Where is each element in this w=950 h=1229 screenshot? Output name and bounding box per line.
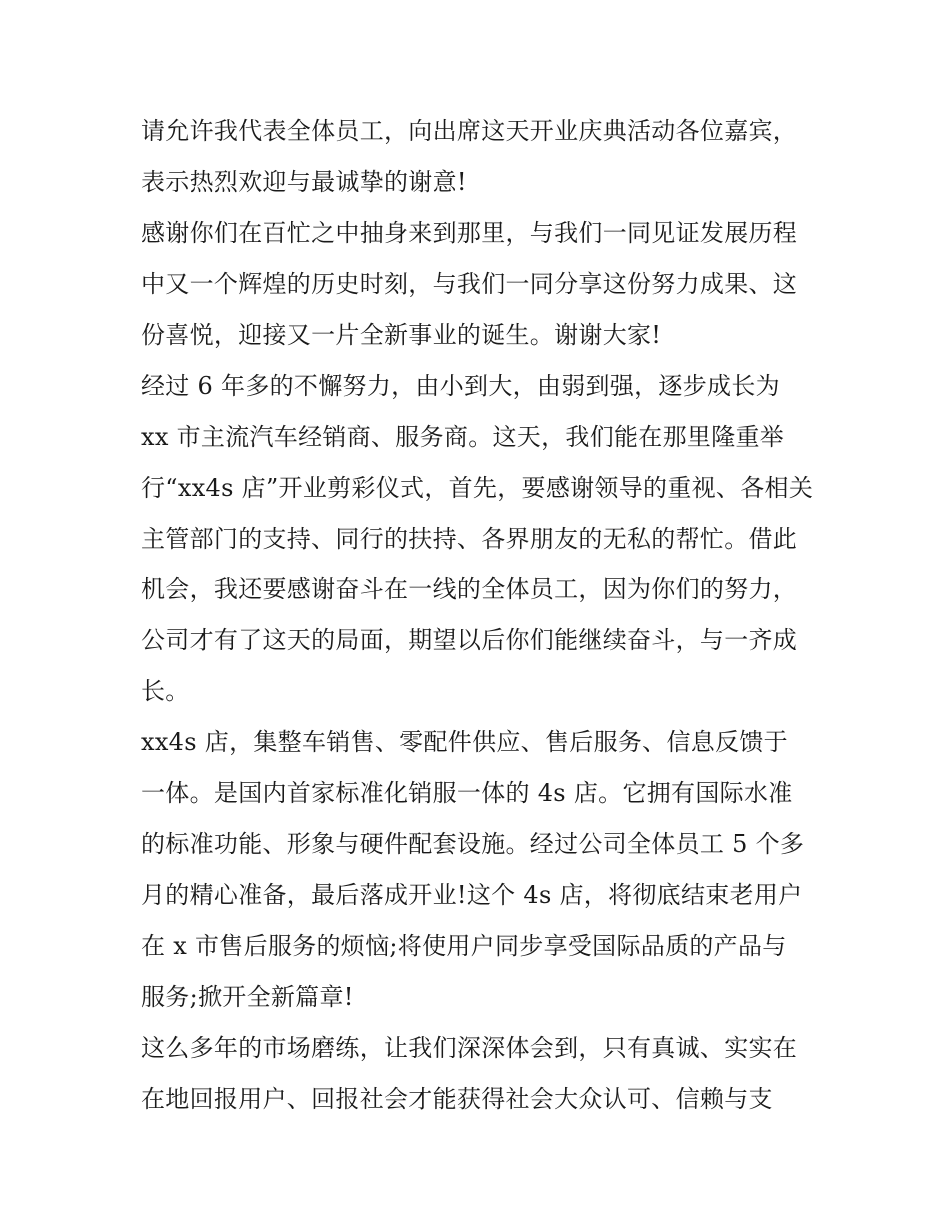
text-line: 的标准功能、形象与硬件配套设施。经过公司全体员工 5 个多	[141, 830, 805, 859]
text-line: 经过 6 年多的不懈努力，由小到大，由弱到强，逐步成长为	[141, 371, 780, 400]
text-line: 主管部门的支持、同行的扶持、各界朋友的无私的帮忙。借此	[141, 524, 798, 553]
text-line: 这么多年的市场磨练，让我们深深体会到，只有真诚、实实在	[141, 1033, 798, 1062]
document-body	[141, 106, 821, 1125]
text-line: 月的精心准备，最后落成开业!这个 4s 店，将彻底结束老用户	[141, 881, 803, 910]
text-line: 一体。是国内首家标准化销服一体的 4s 店。它拥有国际水准	[141, 779, 793, 808]
text-line: 感谢你们在百忙之中抽身来到那里，与我们一同见证发展历程	[141, 218, 798, 247]
text-line: 长。	[141, 677, 190, 706]
text-line: 公司才有了这天的局面，期望以后你们能继续奋斗，与一齐成	[141, 626, 798, 655]
text-line: 中又一个辉煌的历史时刻，与我们一同分享这份努力成果、这	[141, 269, 798, 298]
text-line: 在 x 市售后服务的烦恼;将使用户同步享受国际品质的产品与	[141, 932, 787, 960]
text-line: 行“xx4s 店”开业剪彩仪式，首先，要感谢领导的重视、各相关	[141, 473, 814, 502]
text-line: 表示热烈欢迎与最诚挚的谢意!	[141, 167, 467, 196]
text-line: xx4s 店，集整车销售、零配件供应、售后服务、信息反馈于	[141, 728, 788, 757]
text-line: xx 市主流汽车经销商、服务商。这天，我们能在那里隆重举	[141, 422, 785, 451]
text-line: 请允许我代表全体员工，向出席这天开业庆典活动各位嘉宾，	[141, 117, 798, 145]
text-line: 在地回报用户、回报社会才能获得社会大众认可、信赖与支	[141, 1084, 773, 1113]
text-line: 机会，我还要感谢奋斗在一线的全体员工，因为你们的努力，	[141, 575, 798, 604]
text-line: 份喜悦，迎接又一片全新事业的诞生。谢谢大家!	[141, 320, 662, 349]
text-line: 服务;掀开全新篇章!	[141, 982, 354, 1011]
